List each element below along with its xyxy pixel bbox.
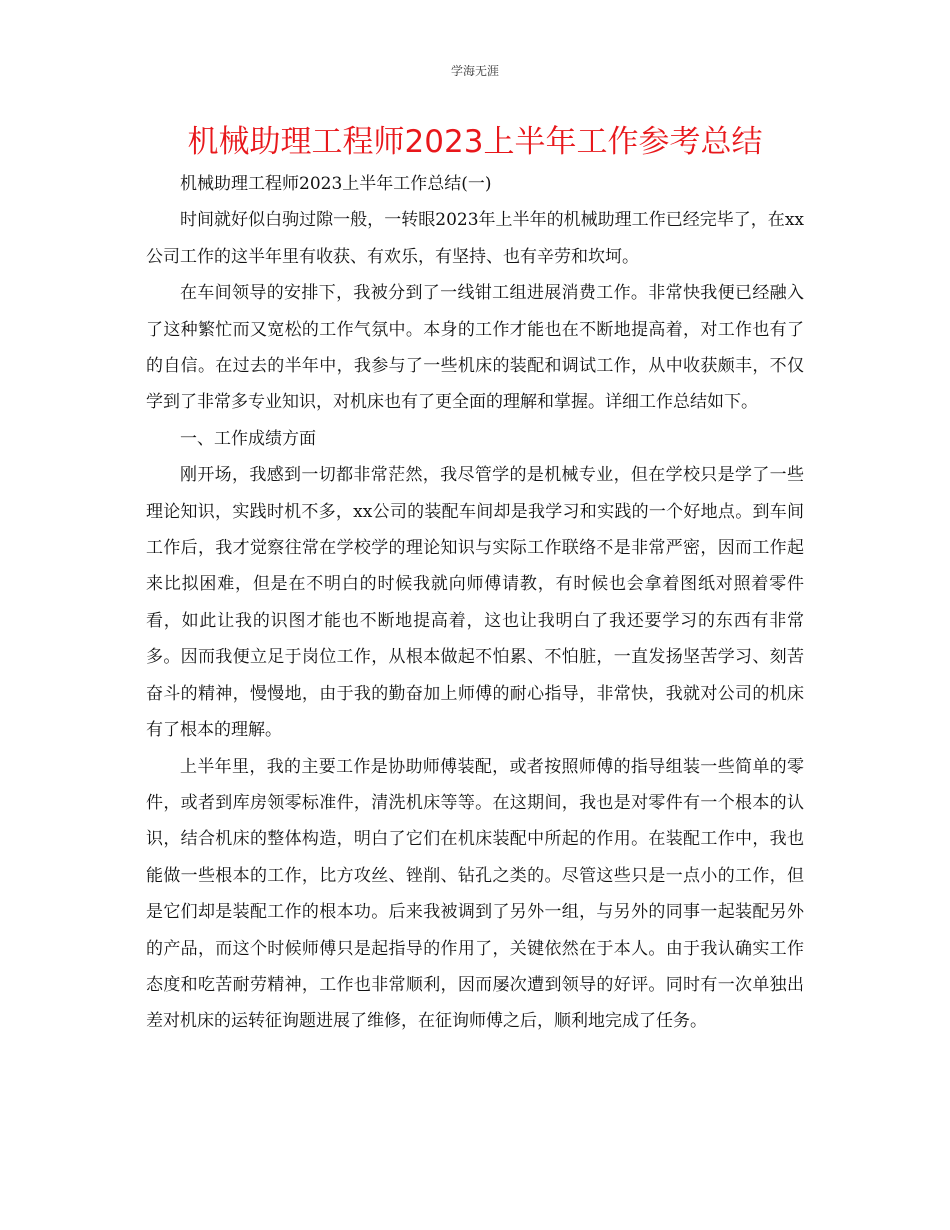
document-body <box>146 166 804 1040</box>
body-paragraph: 刚开场，我感到一切都非常茫然，我尽管学的是机械专业，但在学校只是学了一些理论知识，实践时机不多，xx公司的装配车间却是我学习和实践的一个好地点。到车间工作后，我才觉察往常在学校学的理论知识与实际工作联络不是非常严密，因而工作起来比拟困难，但是在不明白的时候我就向师傅请教，有时候也会拿着图纸对照着零件看，如此让我的识图才能也不断地提高着，这也让我明白了我还要学习的东西有非常多。因而我便立足于岗位工作，从根本做起不怕累、不怕脏，一直发扬坚苦学习、刻苦奋斗的精神，慢慢地，由于我的勤奋加上师傅的耐心指导，非常快，我就对公司的机床有了根本的理解。 <box>146 465 804 741</box>
page-header: 学海无涯 <box>450 64 499 78</box>
subtitle-paragraph: 机械助理工程师2023上半年工作总结(一) <box>180 174 492 194</box>
body-paragraph: 时间就好似白驹过隙一般，一转眼2023年上半年的机械助理工作已经完毕了，在xx公司工作的这半年里有收获、有欢乐，有坚持、也有辛劳和坎坷。 <box>146 210 804 267</box>
body-paragraph: 在车间领导的安排下，我被分到了一线钳工组进展消费工作。非常快我便已经融入了这种繁忙而又宽松的工作气氛中。本身的工作才能也在不断地提高着，对工作也有了的自信。在过去的半年中，我参与了一些机床的装配和调试工作，从中收获颇丰，不仅学到了非常多专业知识，对机床也有了更全面的理解和掌握。详细工作总结如下。 <box>146 283 804 413</box>
document-title: 机械助理工程师2023上半年工作参考总结 <box>187 124 763 160</box>
section-heading: 一、工作成绩方面 <box>180 428 316 449</box>
body-paragraph: 上半年里，我的主要工作是协助师傅装配，或者按照师傅的指导组装一些简单的零件，或者到库房领零标准件，清洗机床等等。在这期间，我也是对零件有一个根本的认识，结合机床的整体构造，明白了它们在机床装配中所起的作用。在装配工作中，我也能做一些根本的工作，比方攻丝、锉削、钻孔之类的。尽管这些只是一点小的工作，但是它们却是装配工作的根本功。后来我被调到了另外一组，与另外的同事一起装配另外的产品，而这个时候师傅只是起指导的作用了，关键依然在于本人。由于我认确实工作态度和吃苦耐劳精神，工作也非常顺利，因而屡次遭到领导的好评。同时有一次单独出差对机床的运转征询题进展了维修，在征询师傅之后，顺利地完成了任务。 <box>146 756 804 1032</box>
